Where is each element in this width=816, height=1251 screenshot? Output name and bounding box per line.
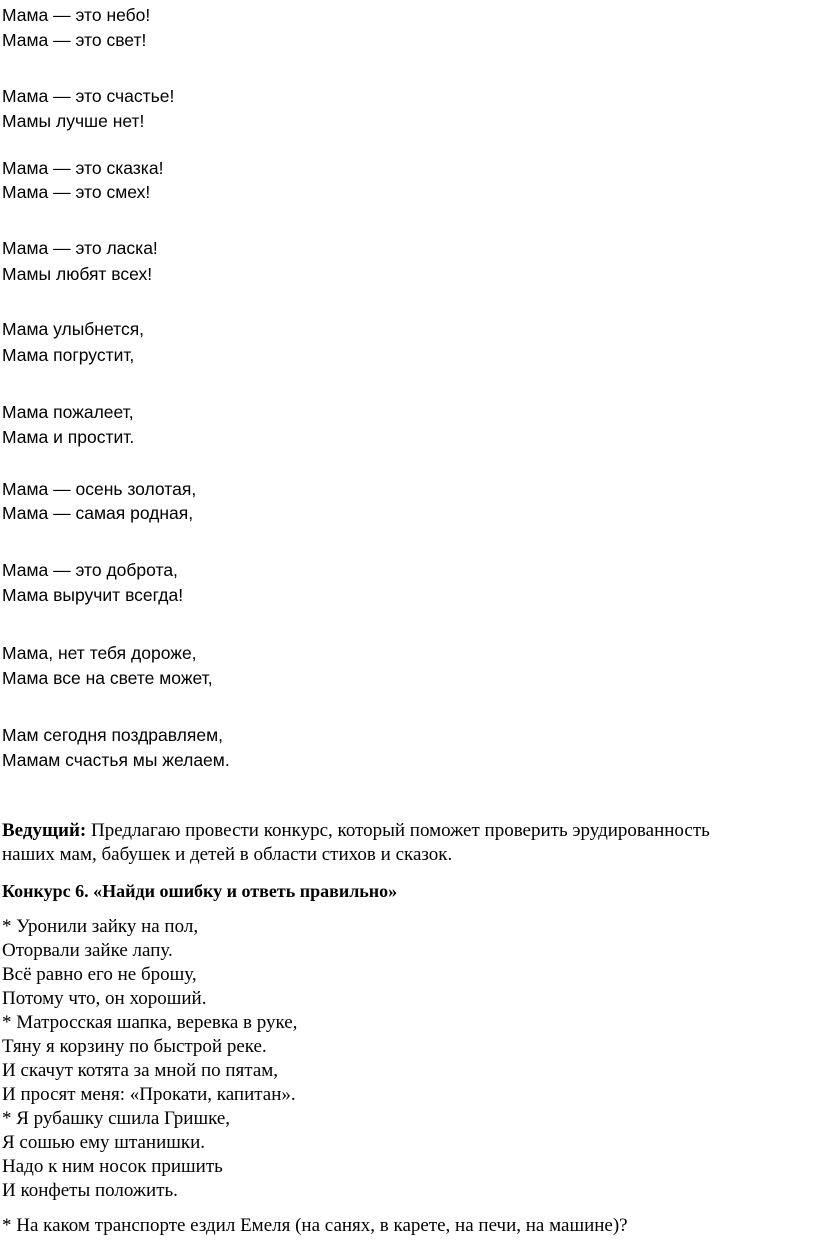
- host-text: Предлагаю провести конкурс, который поможет проверить эрудированность: [86, 820, 710, 841]
- contest-line: Всё равно его не брошу,: [2, 964, 197, 985]
- contest-line: * Я рубашку сшила Гришке,: [2, 1108, 231, 1129]
- host-text-line2: наших мам, бабушек и детей в области стихов и сказок.: [2, 844, 453, 865]
- poem-line: Мамы любят всех!: [2, 264, 153, 284]
- poem-line: Мама погрустит,: [2, 345, 135, 365]
- poem-line: Мама — осень золотая,: [2, 479, 197, 499]
- host-speaker-label: Ведущий:: [2, 820, 87, 841]
- contest-title: Конкурс 6. «Найди ошибку и ответь правильно»: [2, 881, 398, 901]
- poem-line: Мама — это небо!: [2, 5, 151, 25]
- poem-line: Мама и простит.: [2, 427, 135, 447]
- contest-line: * Уронили зайку на пол,: [2, 916, 199, 937]
- contest-line: Оторвали зайке лапу.: [2, 940, 173, 961]
- poem-line: Мама — это счастье!: [2, 86, 175, 106]
- poem-line: Мама пожалеет,: [2, 402, 134, 422]
- poem-line: Мам сегодня поздравляем,: [2, 725, 223, 745]
- contest-line: И скачут котята за мной по пятам,: [2, 1060, 279, 1081]
- poem-line: Мама — самая родная,: [2, 503, 194, 523]
- poem-line: Мама — это смех!: [2, 182, 151, 202]
- poem-line: Мама все на свете может,: [2, 668, 213, 688]
- contest-line: И просят меня: «Прокати, капитан».: [2, 1084, 296, 1105]
- poem-line: Мама — это свет!: [2, 30, 147, 50]
- poem-line: Мама — это сказка!: [2, 158, 164, 178]
- host-paragraph: [2, 821, 710, 840]
- poem-line: Мама выручит всегда!: [2, 585, 184, 605]
- poem-line: Мама — это доброта,: [2, 560, 178, 580]
- contest-question: * На каком транспорте ездил Емеля (на санях, в карете, на печи, на машине)?: [2, 1215, 628, 1236]
- poem-line: Мамам счастья мы желаем.: [2, 750, 230, 770]
- contest-line: * Матросская шапка, веревка в руке,: [2, 1012, 298, 1033]
- poem-line: Мамы лучше нет!: [2, 111, 145, 131]
- contest-line: И конфеты положить.: [2, 1180, 178, 1201]
- contest-line: Я сошью ему штанишки.: [2, 1132, 206, 1153]
- poem-line: Мама улыбнется,: [2, 319, 145, 339]
- contest-line: Потому что, он хороший.: [2, 988, 207, 1009]
- contest-line: Тяну я корзину по быстрой реке.: [2, 1036, 267, 1057]
- contest-line: Надо к ним носок пришить: [2, 1156, 223, 1177]
- poem-line: Мама, нет тебя дороже,: [2, 643, 197, 663]
- poem-line: Мама — это ласка!: [2, 238, 158, 258]
